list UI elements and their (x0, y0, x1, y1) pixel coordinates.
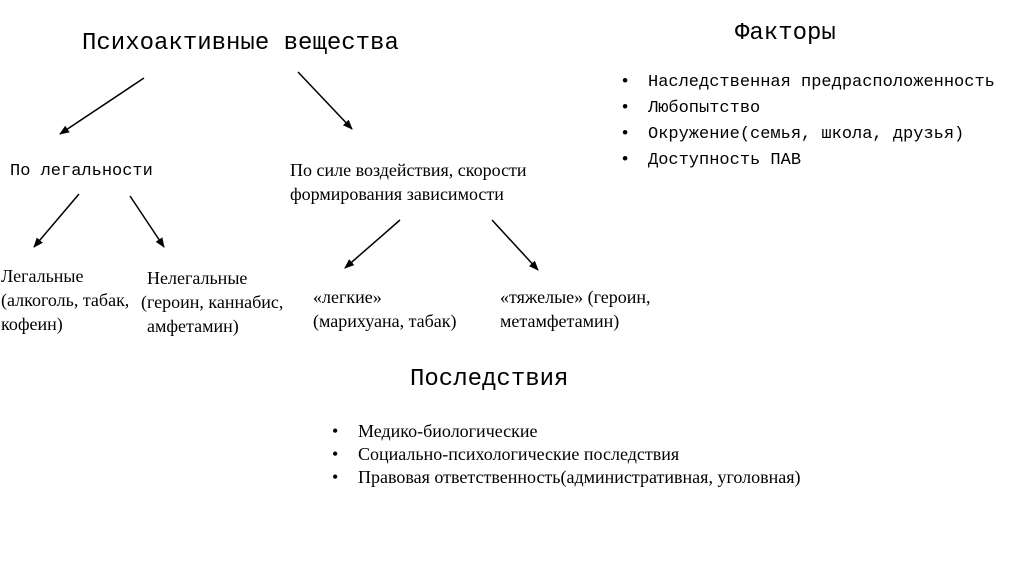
node-legal-line1: Легальные (1, 266, 84, 286)
diagram-title: Психоактивные вещества (82, 30, 399, 57)
factor-item: Окружение(семья, школа, друзья) (648, 125, 965, 144)
factors-list (648, 70, 1024, 174)
consequences-list-container (358, 420, 801, 489)
node-illegal-line2: (героин, каннабис, (141, 292, 284, 312)
node-legal (1, 264, 129, 336)
bullet-icon: • (620, 125, 631, 144)
consequence-item: • Медико-биологические (358, 420, 801, 443)
node-illegal-line1: Нелегальные (147, 268, 248, 288)
node-light-line1: «легкие» (313, 287, 382, 307)
factor-item: Любопытство (648, 99, 761, 118)
consequences-heading: Последствия (410, 366, 569, 393)
node-illegal (141, 266, 284, 338)
bullet-icon: • (620, 151, 631, 170)
node-by-strength (290, 158, 527, 206)
node-light (313, 285, 457, 333)
arrow-legality-to-legal (34, 194, 79, 247)
arrow-title-to-legality (60, 78, 144, 134)
node-legal-line2: (алкоголь, табак, (1, 290, 130, 310)
factors-heading: Факторы (735, 20, 836, 47)
consequences-list (358, 420, 801, 489)
node-illegal-line3: амфетамин) (147, 316, 239, 336)
arrow-strength-to-light (345, 220, 400, 268)
node-by-strength-line1: По силе воздействия, скорости (290, 160, 527, 180)
node-heavy (500, 285, 651, 333)
node-light-line2: (марихуана, табак) (313, 311, 457, 331)
node-by-strength-line2: формирования зависимости (290, 184, 504, 204)
arrow-strength-to-heavy (492, 220, 538, 270)
bullet-icon: • (620, 73, 631, 92)
factor-item: Доступность ПАВ (648, 151, 802, 170)
arrow-legality-to-illegal (130, 196, 164, 247)
node-legal-line3: кофеин) (1, 314, 63, 334)
node-heavy-line1: «тяжелые» (героин, (500, 287, 651, 307)
arrow-title-to-strength (298, 72, 352, 129)
node-heavy-line2: метамфетамин) (500, 311, 620, 331)
node-by-legality: По легальности (10, 162, 153, 181)
factors-bullets (620, 70, 630, 174)
consequence-item: • Социально-психологические последствия (358, 443, 801, 466)
factor-item: Наследственная предрасположенность (648, 73, 995, 92)
factors-list-container (648, 70, 1024, 174)
bullet-icon: • (620, 99, 631, 118)
consequence-item: • Правовая ответственность(административная, уголовная) (358, 466, 801, 489)
